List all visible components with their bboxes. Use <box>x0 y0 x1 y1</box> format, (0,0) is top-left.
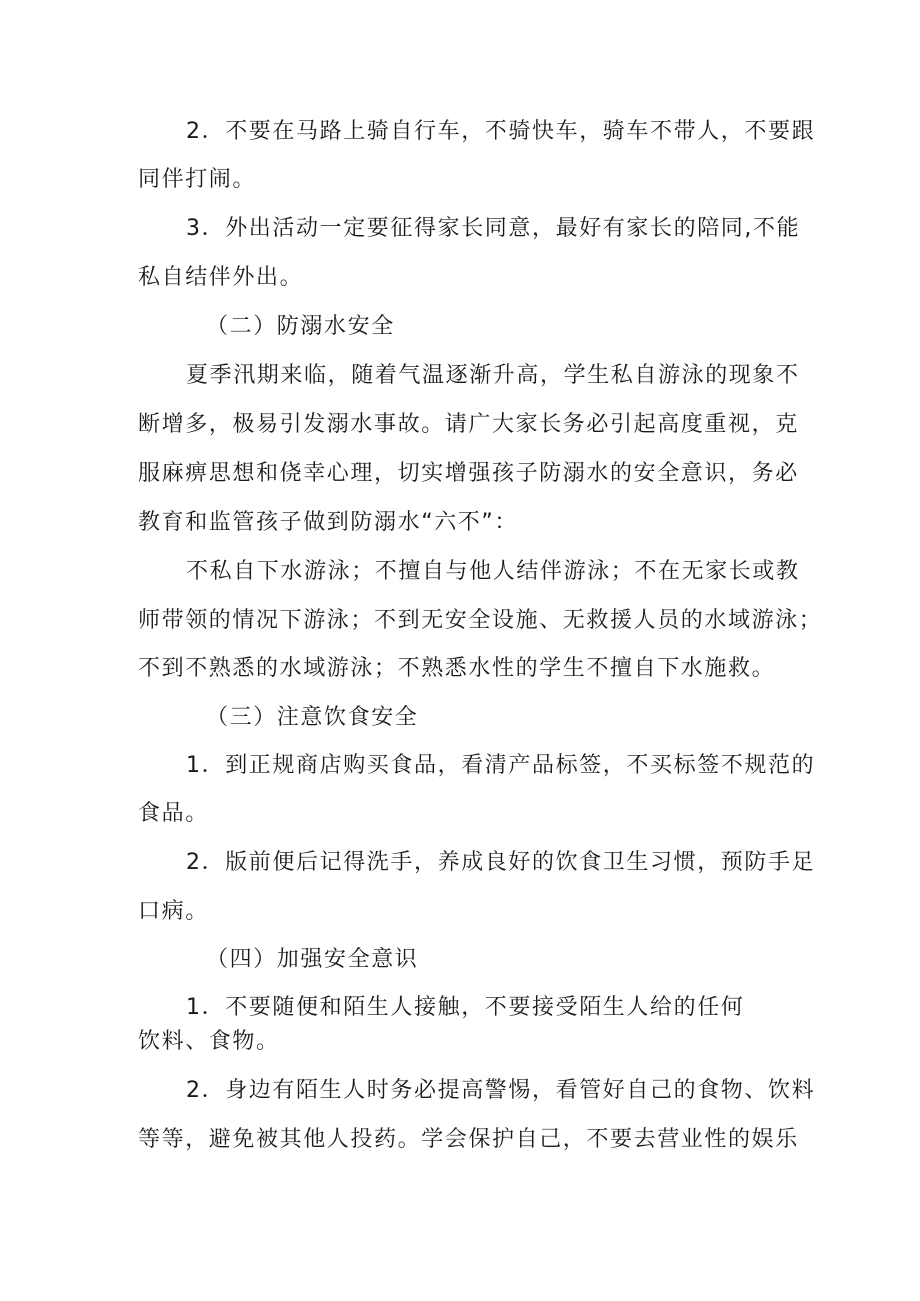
text-line: 饮料、食物。 <box>138 1029 280 1054</box>
section-heading: （二）防溺水安全 <box>206 314 395 339</box>
text-line: 1．不要随便和陌生人接触，不要接受陌生人给的任何 <box>186 995 745 1020</box>
text-line: 教育和监管孩子做到防溺水“六不”： <box>138 510 518 535</box>
text-line: 不到不熟悉的水域游泳；不熟悉水性的学生不擅自下水施救。 <box>138 656 776 681</box>
text-line: 食品。 <box>138 801 209 826</box>
text-line: 2．身边有陌生人时务必提高警惕，看管好自己的食物、饮料 <box>186 1078 816 1103</box>
text-line: 2．不要在马路上骑自行车，不骑快车，骑车不带人，不要跟 <box>186 119 816 144</box>
text-line: 服麻痹思想和侥幸心理，切实增强孩子防溺水的安全意识，务必 <box>138 461 799 486</box>
text-line: 等等，避免被其他人投药。学会保护自己，不要去营业性的娱乐 <box>138 1127 799 1152</box>
text-line: 口病。 <box>138 899 209 924</box>
text-line: 2．版前便后记得洗手，养成良好的饮食卫生习惯，预防手足 <box>186 850 816 875</box>
text-line: 私自结伴外出。 <box>138 265 304 290</box>
text-line: 不私自下水游泳；不擅自与他人结伴游泳；不在无家长或教 <box>186 559 800 584</box>
section-heading: （三）注意饮食安全 <box>206 705 419 730</box>
text-line: 断增多，极易引发溺水事故。请广大家长务必引起高度重视，克 <box>138 412 799 437</box>
text-line: 3．外出活动一定要征得家长同意，最好有家长的陪同,不能 <box>186 216 801 241</box>
text-line: 师带领的情况下游泳；不到无安全设施、无救援人员的水域游泳； <box>138 608 823 633</box>
text-line: 1．到正规商店购买食品，看清产品标签，不买标签不规范的 <box>186 753 816 778</box>
text-line: 夏季汛期来临，随着气温逐渐升高，学生私自游泳的现象不 <box>186 363 800 388</box>
text-line: 同伴打闹。 <box>138 167 257 192</box>
section-heading: （四）加强安全意识 <box>206 947 419 972</box>
